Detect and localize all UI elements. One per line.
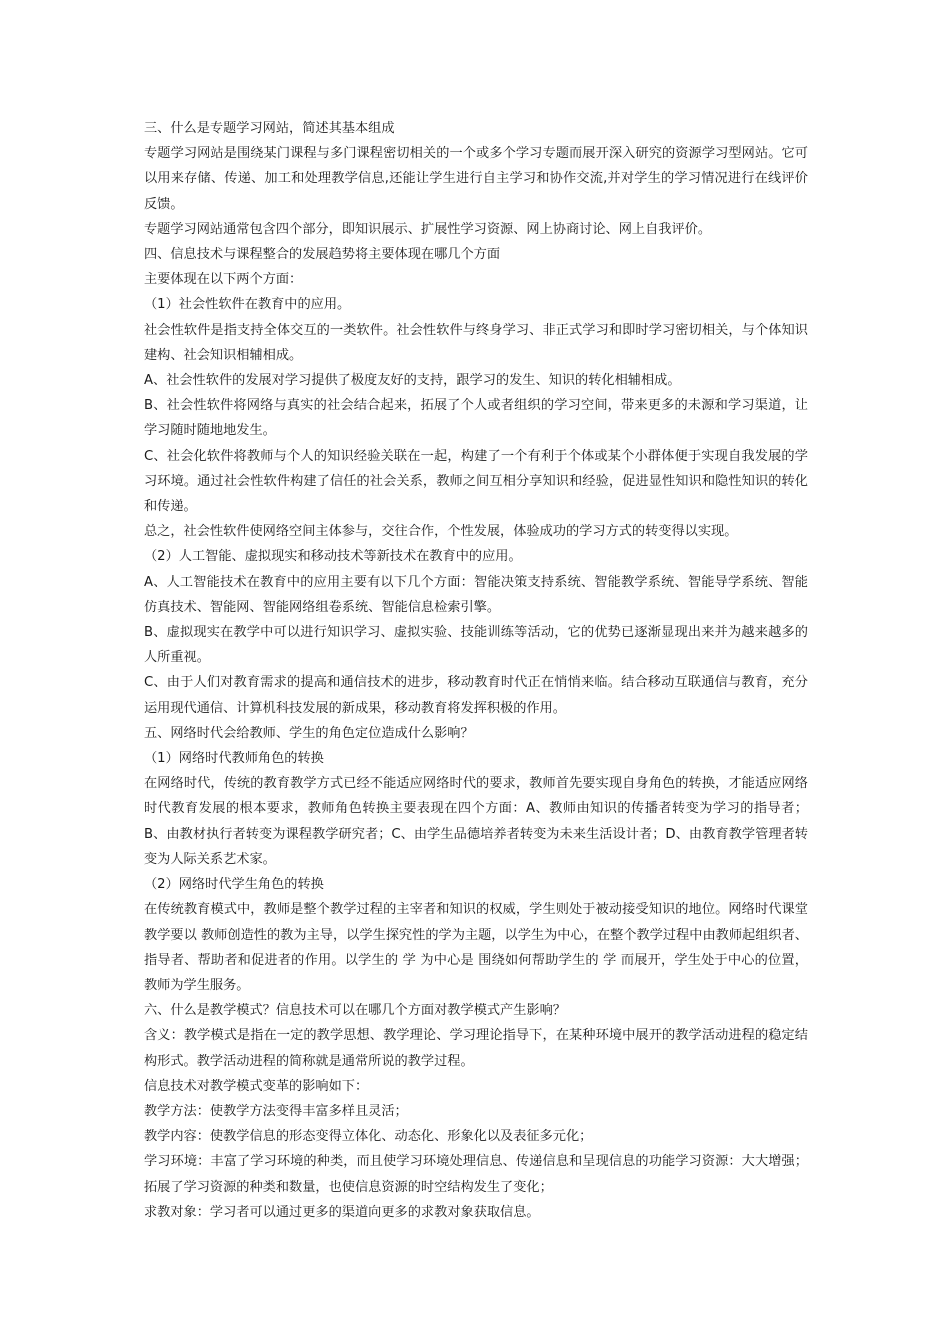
list-item: B、虚拟现实在教学中可以进行知识学习、虚拟实验、技能训练等活动，它的优势已逐渐显现出来并为越来越多的人所重视。: [144, 625, 808, 666]
list-item: B、社会性软件将网络与真实的社会结合起来，拓展了个人或者组织的学习空间，带来更多的未源和学习渠道，让学习随时随地地发生。: [144, 398, 808, 439]
section-heading-3: 三、什么是专题学习网站，简述其基本组成: [144, 121, 395, 136]
section-heading-6: 六、什么是教学模式？信息技术可以在哪几个方面对教学模式产生影响？: [144, 1003, 566, 1019]
list-item: 学习环境：丰富了学习环境的种类，而且使学习环境处理信息、传递信息和呈现信息的功能学习资源：大大增强；拓展了学习资源的种类和数量，也使信息资源的时空结构发生了变化；: [144, 1154, 808, 1195]
paragraph: 信息技术对教学模式变革的影响如下：: [144, 1078, 369, 1094]
list-item: 求教对象：学习者可以通过更多的渠道向更多的求教对象获取信息。: [144, 1204, 540, 1220]
sub-heading: （1）网络时代教师角色的转换: [144, 751, 324, 767]
list-item: C、社会化软件将教师与个人的知识经验关联在一起，构建了一个有利于个体或某个小群体便于实现自我发展的学习环境。通过社会性软件构建了信任的社会关系，教师之间互相分享知识和经验，促进显性知识和隐性知识的转化和传递。: [144, 448, 808, 515]
paragraph: 含义：教学模式是指在一定的教学思想、教学理论、学习理论指导下，在某种环境中展开的教学活动进程的稳定结构形式。教学活动进程的简称就是通常所说的教学过程。: [144, 1028, 808, 1069]
paragraph: 专题学习网站是围绕某门课程与多门课程密切相关的一个或多个学习专题而展开深入研究的资源学习型网站。它可以用来存储、传递、加工和处理教学信息,还能让学生进行自主学习和协作交流,并对学生的学习情况进行在线评价反馈。: [144, 146, 808, 212]
sub-heading: （1）社会性软件在教育中的应用。: [144, 297, 351, 313]
paragraph: 主要体现在以下两个方面：: [144, 272, 303, 288]
paragraph: 在网络时代，传统的教育教学方式已经不能适应网络时代的要求，教师首先要实现自身角色的转换，才能适应网络时代教育发展的根本要求，教师角色转换主要表现在四个方面：A、教师由知识的传播者转变为学习的指导者；B、由教材执行者转变为课程教学研究者；C、由学生品德培养者转变为未来生活设计者；D、由教育教学管理者转变为人际关系艺术家。: [144, 776, 808, 867]
list-item: A、人工智能技术在教育中的应用主要有以下几个方面：智能决策支持系统、智能教学系统、智能导学系统、智能仿真技术、智能网、智能网络组卷系统、智能信息检索引擎。: [144, 574, 808, 615]
list-item: C、由于人们对教育需求的提高和通信技术的进步，移动教育时代正在悄悄来临。结合移动互联通信与教育，充分运用现代通信、计算机科技发展的新成果，移动教育将发挥积极的作用。: [144, 675, 808, 716]
list-item: 教学内容：使教学信息的形态变得立体化、动态化、形象化以及表征多元化；: [144, 1129, 593, 1145]
list-item: 教学方法：使教学方法变得丰富多样且灵活；: [144, 1103, 408, 1119]
paragraph: 在传统教育模式中，教师是整个教学过程的主宰者和知识的权威，学生则处于被动接受知识的地位。网络时代课堂教学要以 教师创造性的教为主导，以学生探究性的学为主题，以学生为中心，在整个教学过程中由教师起组织者、指导者、帮助者和促进者的作用。以学生的 学 为中心是 围绕如何帮助学生的 学 而展开，学生处于中心的位置，教师为学生服务。: [144, 902, 808, 993]
sub-heading: （2）人工智能、虚拟现实和移动技术等新技术在教育中的应用。: [144, 549, 522, 565]
document-body: [144, 116, 808, 1225]
section-heading-4: 四、信息技术与课程整合的发展趋势将主要体现在哪几个方面: [144, 247, 501, 263]
paragraph: 专题学习网站通常包含四个部分，即知识展示、扩展性学习资源、网上协商讨论、网上自我评价。: [144, 221, 712, 237]
section-heading-5: 五、网络时代会给教师、学生的角色定位造成什么影响？: [144, 725, 474, 741]
list-item: A、社会性软件的发展对学习提供了极度友好的支持，跟学习的发生、知识的转化相辅相成。: [144, 373, 681, 389]
paragraph: 社会性软件是指支持全体交互的一类软件。社会性软件与终身学习、非正式学习和即时学习密切相关，与个体知识建构、社会知识相辅相成。: [144, 322, 808, 363]
sub-heading: （2）网络时代学生角色的转换: [144, 877, 324, 893]
paragraph: 总之，社会性软件使网络空间主体参与，交往合作，个性发展，体验成功的学习方式的转变得以实现。: [144, 524, 738, 540]
